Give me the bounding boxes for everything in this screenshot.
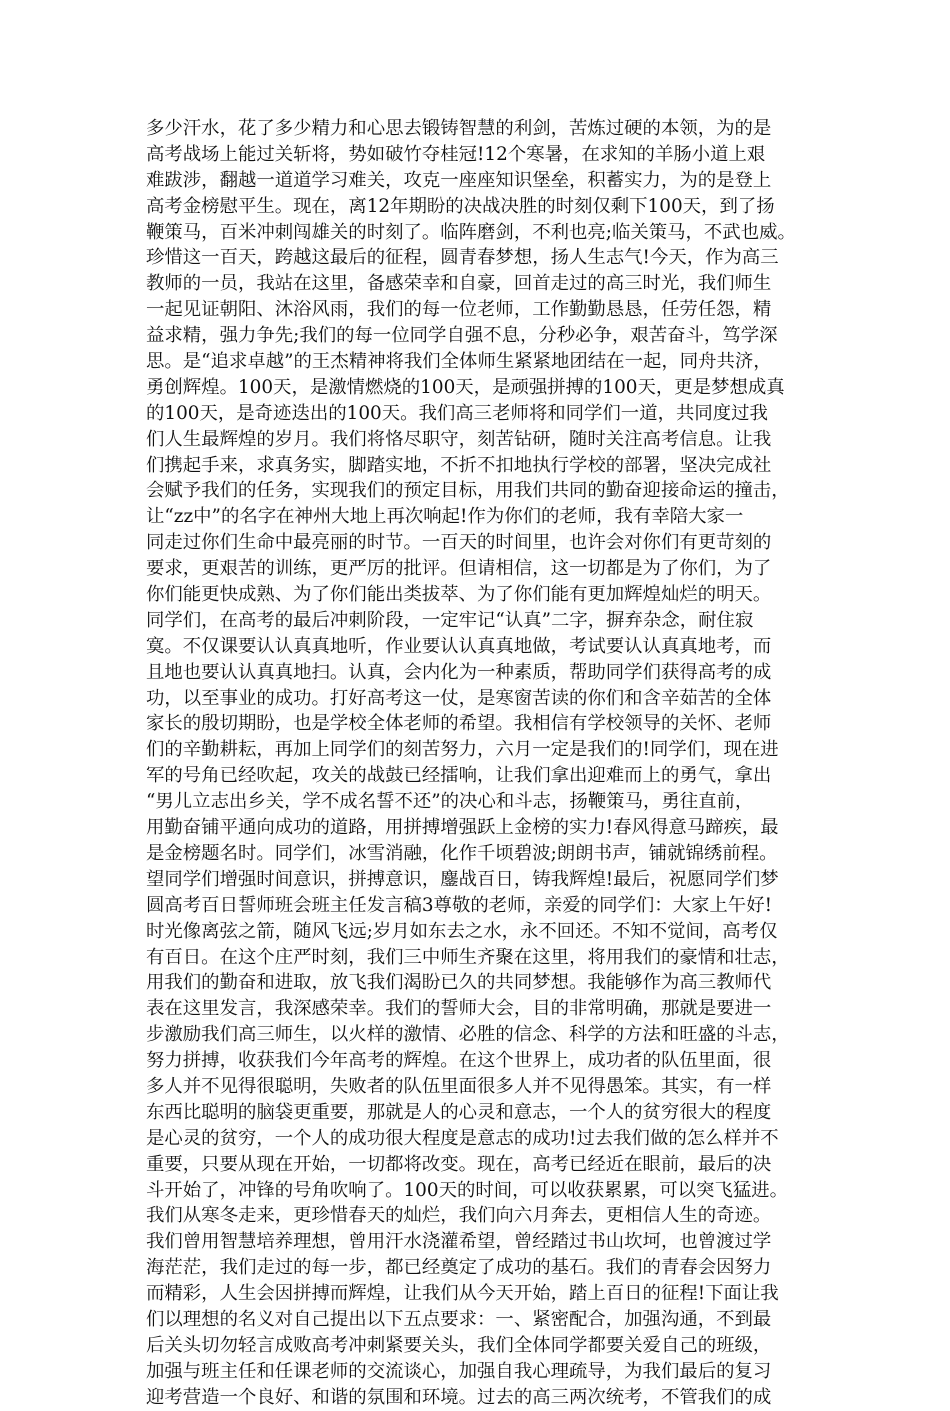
text-line: 一起见证朝阳、沐浴风雨，我们的每一位老师，工作勤勤恳恳，任劳任怨，精 (146, 299, 772, 321)
text-line: 同学们，在高考的最后冲刺阶段，一定牢记“认真”二字，摒弃杂念，耐住寂 (146, 609, 754, 631)
text-line: 斗开始了，冲锋的号角吹响了。100天的时间，可以收获累累，可以突飞猛进。 (146, 1179, 788, 1201)
text-line: 用我们的勤奋和进取，放飞我们渴盼已久的共同梦想。我能够作为高三教师代 (146, 972, 772, 994)
text-line: 且地也要认认真真地扫。认真，会内化为一种素质，帮助同学们获得高考的成 (146, 661, 772, 683)
text-line: 珍惜这一百天，跨越这最后的征程，圆青春梦想，扬人生志气!今天，作为高三 (146, 247, 779, 269)
text-line: 高考金榜慰平生。现在，离12年期盼的决战决胜的时刻仅剩下100天，到了扬 (146, 195, 775, 217)
text-line: 时光像离弦之箭，随风飞远;岁月如东去之水，永不回还。不知不觉间，高考仅 (146, 920, 778, 942)
text-line: 有百日。在这个庄严时刻，我们三中师生齐聚在这里，将用我们的豪情和壮志， (146, 946, 790, 968)
body-text (146, 116, 816, 1411)
text-line: 而精彩，人生会因拼搏而辉煌，让我们从今天开始，踏上百日的征程!下面让我 (146, 1283, 779, 1305)
text-line: 后关头切勿轻言成败高考冲刺紧要关头，我们全体同学都要关爱自己的班级， (146, 1334, 772, 1356)
text-line: 们人生最辉煌的岁月。我们将恪尽职守，刻苦钻研，随时关注高考信息。让我 (146, 428, 772, 450)
text-line: 们以理想的名义对自己提出以下五点要求：一、紧密配合，加强沟通，不到最 (146, 1308, 772, 1330)
text-line: 圆高考百日誓师班会班主任发言稿3尊敬的老师，亲爱的同学们：大家上午好! (146, 894, 772, 916)
text-line: 们的辛勤耕耘，再加上同学们的刻苦努力，六月一定是我们的!同学们，现在进 (146, 739, 779, 761)
text-line: 鞭策马，百米冲刺闯雄关的时刻了。临阵磨剑，不利也亮;临关策马，不武也威。 (146, 221, 796, 243)
text-line: 军的号角已经吹起，攻关的战鼓已经擂响，让我们拿出迎难而上的勇气，拿出 (146, 765, 772, 787)
text-line: 迎考营造一个良好、和谐的氛围和环境。过去的高三两次统考，不管我们的成 (146, 1386, 772, 1408)
text-line: 多少汗水，花了多少精力和心思去锻铸智慧的利剑，苦炼过硬的本领，为的是 (146, 118, 772, 139)
text-line: 功，以至事业的成功。打好高考这一仗，是寒窗苦读的你们和含辛茹苦的全体 (146, 687, 772, 709)
text-line: 高考战场上能过关斩将，势如破竹夺桂冠!12个寒暑，在求知的羊肠小道上艰 (146, 143, 766, 165)
text-line: 思。是“追求卓越”的王杰精神将我们全体师生紧紧地团结在一起，同舟共济， (146, 351, 772, 373)
text-line: 表在这里发言，我深感荣幸。我们的誓师大会，目的非常明确，那就是要进一 (146, 998, 772, 1020)
text-line: 望同学们增强时间意识，拼搏意识，鏖战百日，铸我辉煌!最后，祝愿同学们梦 (146, 868, 779, 890)
text-line: 会赋予我们的任务，实现我们的预定目标，用我们共同的勤奋迎接命运的撞击， (146, 480, 790, 502)
text-line: 难跋涉，翻越一道道学习难关，攻克一座座知识堡垒，积蓄实力，为的是登上 (146, 169, 772, 191)
text-line: 用勤奋铺平通向成功的道路，用拼搏增强跃上金榜的实力!春风得意马蹄疾，最 (146, 817, 779, 839)
text-line: 教师的一员，我站在这里，备感荣幸和自豪，回首走过的高三时光，我们师生 (146, 273, 772, 295)
text-line: 努力拼搏，收获我们今年高考的辉煌。在这个世界上，成功者的队伍里面，很 (146, 1050, 772, 1072)
text-line: 你们能更快成熟、为了你们能出类拔萃、为了你们能有更加辉煌灿烂的明天。 (146, 584, 772, 606)
text-line: 加强与班主任和任课老师的交流谈心，加强自我心理疏导，为我们最后的复习 (146, 1360, 772, 1382)
text-line: 我们从寒冬走来，更珍惜春天的灿烂，我们向六月奔去，更相信人生的奇迹。 (146, 1205, 772, 1227)
text-line: 寞。不仅课要认认真真地听，作业要认认真真地做，考试要认认真真地考，而 (146, 635, 772, 657)
text-line: 们携起手来，求真务实，脚踏实地，不折不扣地执行学校的部署，坚决完成社 (146, 454, 772, 476)
text-line: 同走过你们生命中最亮丽的时节。一百天的时间里，也许会对你们有更苛刻的 (146, 532, 772, 554)
text-line: 我们曾用智慧培养理想，曾用汗水浇灌希望，曾经踏过书山坎坷，也曾渡过学 (146, 1231, 772, 1253)
text-line: 的100天，是奇迹迭出的100天。我们高三老师将和同学们一道，共同度过我 (146, 402, 768, 424)
text-line: 海茫茫，我们走过的每一步，都已经奠定了成功的基石。我们的青春会因努力 (146, 1257, 772, 1279)
text-line: 重要，只要从现在开始，一切都将改变。现在，高考已经近在眼前，最后的决 (146, 1153, 772, 1175)
text-line: 益求精，强力争先;我们的每一位同学自强不息，分秒必争，艰苦奋斗，笃学深 (146, 325, 778, 347)
text-line: 东西比聪明的脑袋更重要，那就是人的心灵和意志，一个人的贫穷很大的程度 (146, 1101, 772, 1123)
text-line: 是心灵的贫穷，一个人的成功很大程度是意志的成功!过去我们做的怎么样并不 (146, 1127, 779, 1149)
text-line: 要求，更艰苦的训练，更严厉的批评。但请相信，这一切都是为了你们，为了 (146, 558, 772, 580)
text-line: 勇创辉煌。100天，是激情燃烧的100天，是顽强拼搏的100天，更是梦想成真 (146, 376, 785, 398)
text-line: 多人并不见得很聪明，失败者的队伍里面很多人并不见得愚笨。其实，有一样 (146, 1075, 772, 1097)
text-line: “男儿立志出乡关，学不成名誓不还”的决心和斗志，扬鞭策马，勇往直前， (146, 791, 754, 813)
text-line: 步激励我们高三师生，以火样的激情、必胜的信念、科学的方法和旺盛的斗志， (146, 1024, 790, 1046)
text-line: 家长的殷切期盼，也是学校全体老师的希望。我相信有学校领导的关怀、老师 (146, 713, 772, 735)
text-line: 让“zz中”的名字在神州大地上再次响起!作为你们的老师，我有幸陪大家一 (146, 506, 744, 528)
text-line: 是金榜题名时。同学们，冰雪消融，化作千顷碧波;朗朗书声，铺就锦绣前程。 (146, 842, 778, 864)
